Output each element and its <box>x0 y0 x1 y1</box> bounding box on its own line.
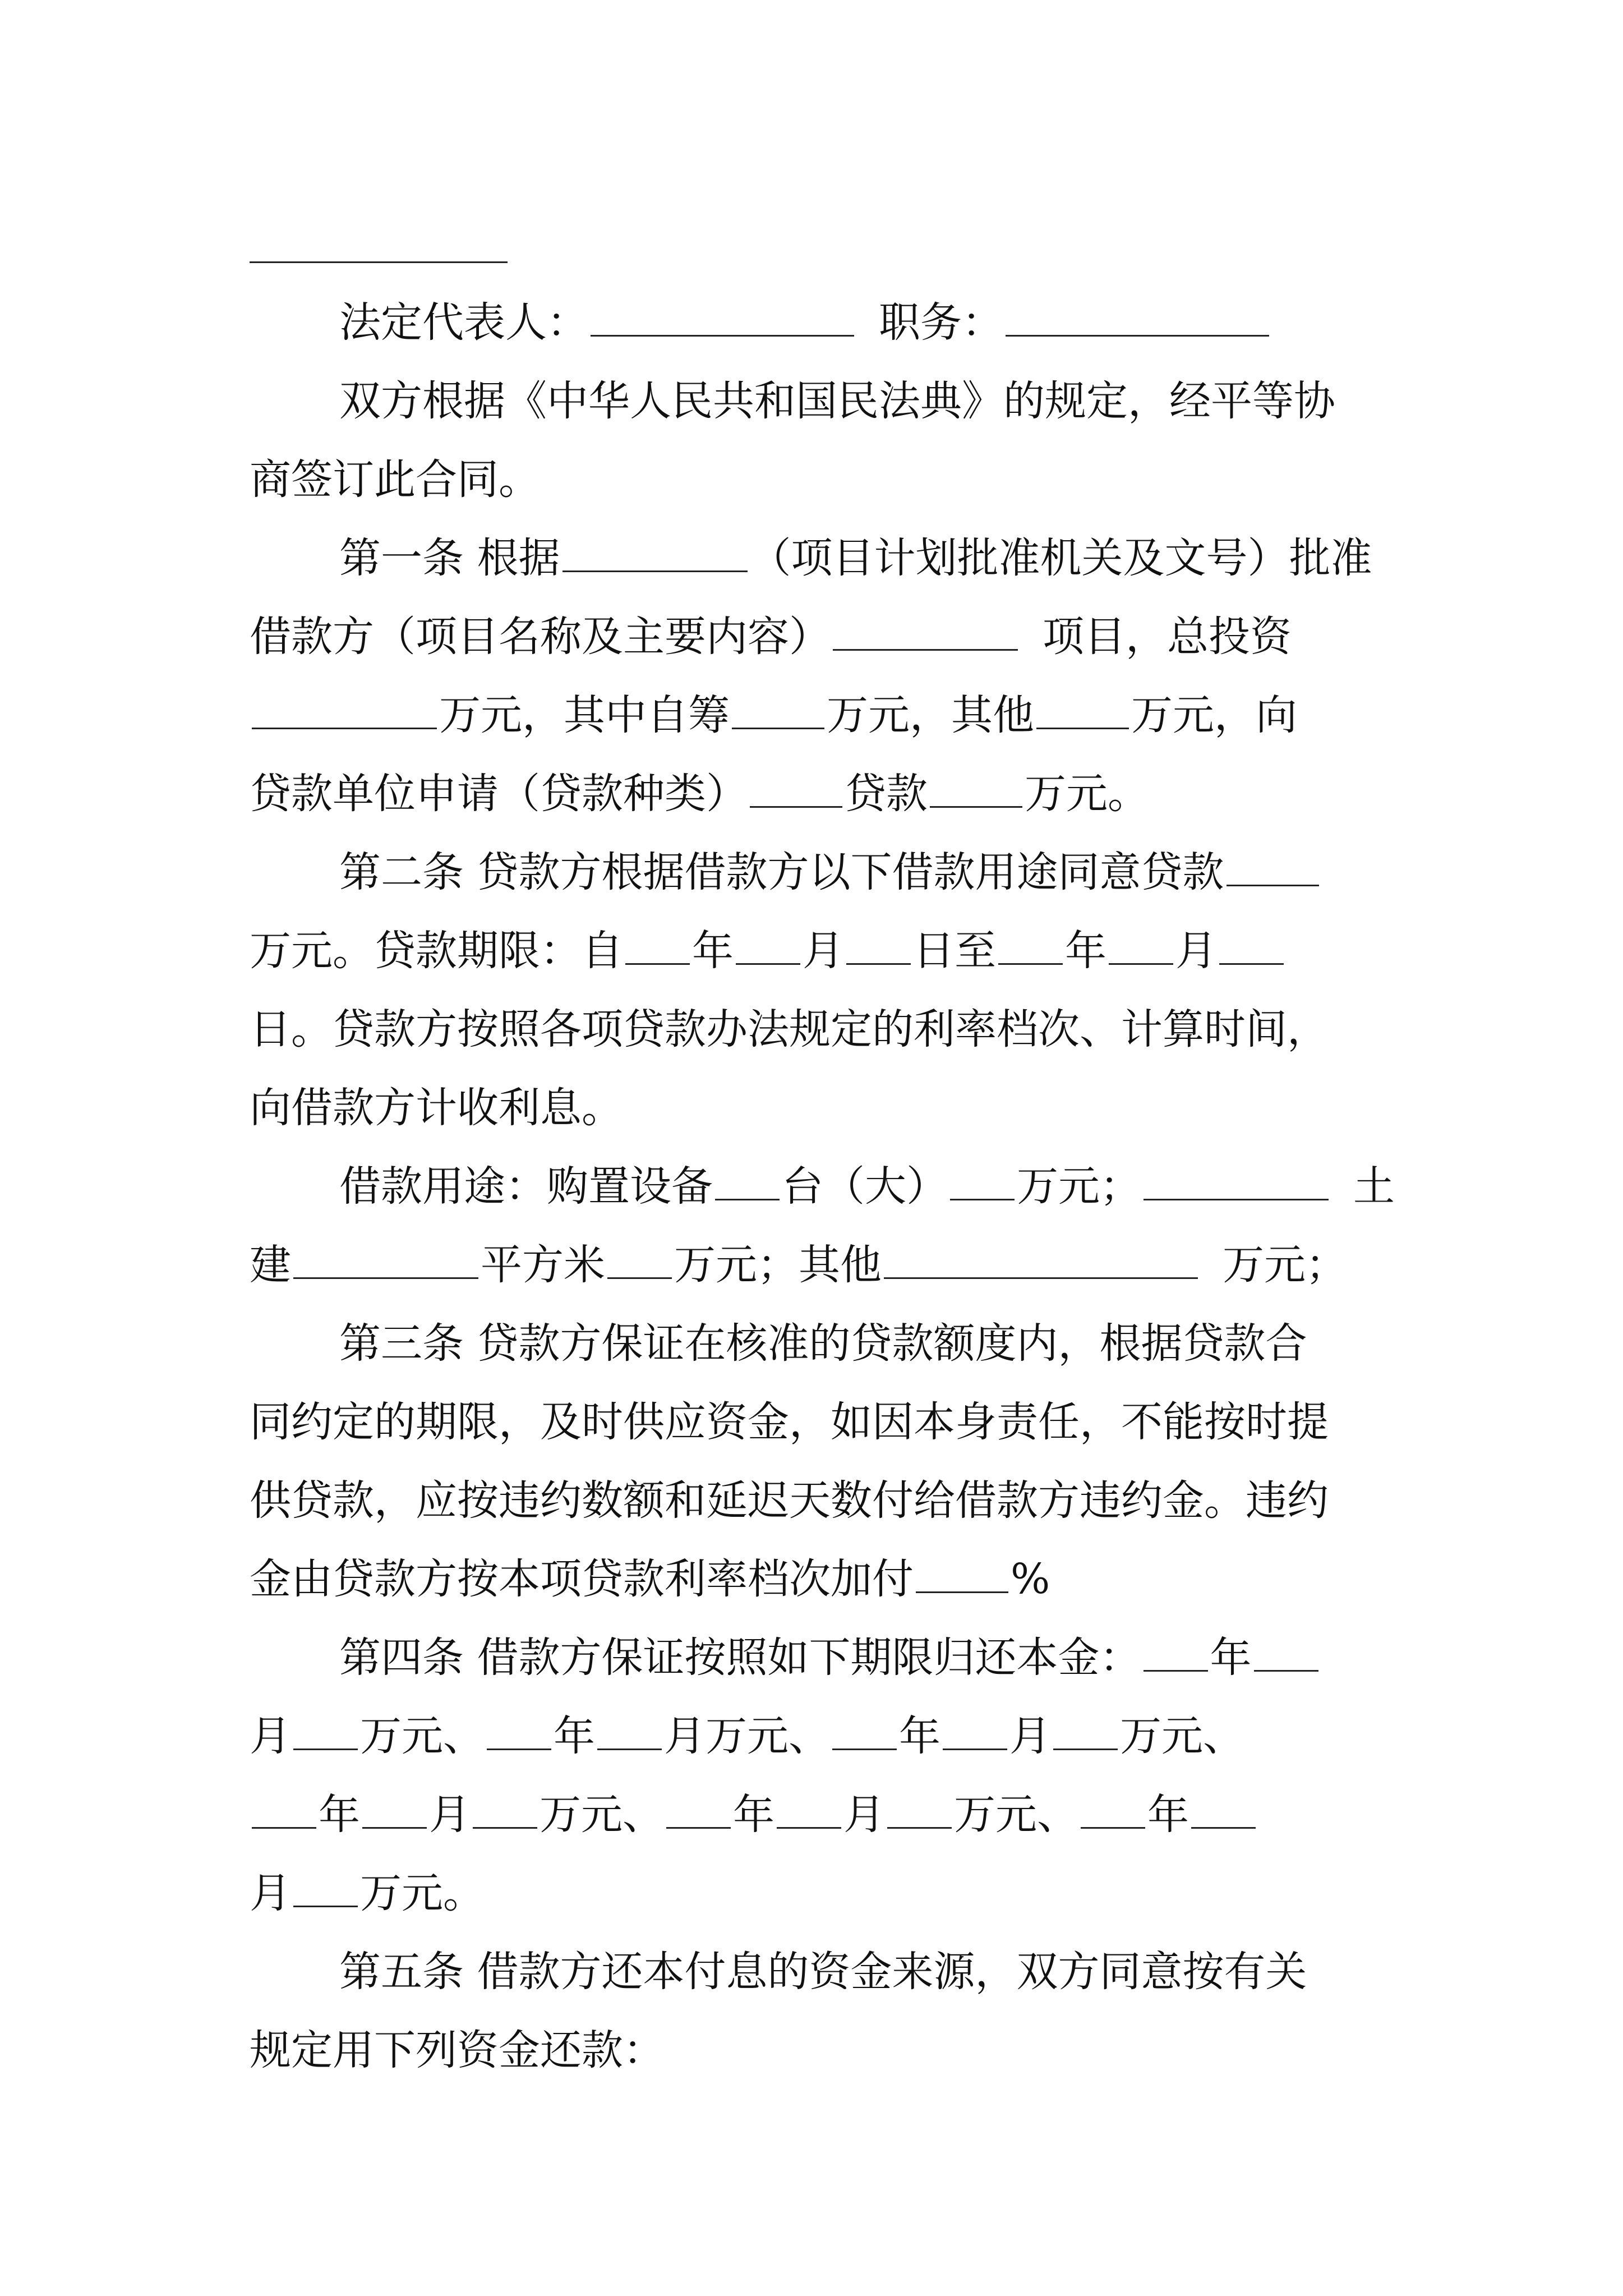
blank-repay-year-2[interactable] <box>487 1708 551 1750</box>
blank-repay-month-5[interactable] <box>777 1787 841 1829</box>
article-3-line-2: 同约定的期限，及时供应资金，如因本身责任，不能按时提 <box>250 1398 1329 1446</box>
article-4-line-4: 月 万元。 <box>250 1865 485 1921</box>
blank-representative[interactable] <box>591 295 854 337</box>
blank-repay-amount-5[interactable] <box>887 1787 952 1829</box>
blank-other[interactable] <box>1036 687 1129 729</box>
blank-repay-year-1[interactable] <box>1144 1630 1208 1672</box>
blank-start-year[interactable] <box>625 923 690 965</box>
blank-position[interactable] <box>1006 295 1269 337</box>
blank-start-month[interactable] <box>736 923 800 965</box>
article-3-line-4: 金由贷款方按本项贷款利率档次加付 % <box>250 1551 1050 1607</box>
use-line-2: 建 平方米 万元；其他 万元； <box>250 1237 1347 1293</box>
blank-repay-month-4[interactable] <box>362 1787 427 1829</box>
blank-start-day[interactable] <box>846 923 911 965</box>
blank-project[interactable] <box>833 609 1018 651</box>
representative-line: 法定代表人： 职务： <box>339 295 1271 351</box>
blank-loan-amount[interactable] <box>930 766 1022 808</box>
article-4-line-2: 月 万元、 年 月万元、 年 月 万元、 <box>250 1708 1244 1764</box>
blank-repay-month-2[interactable] <box>597 1708 662 1750</box>
blank-repay-month-1[interactable] <box>1254 1630 1318 1672</box>
blank-other-use[interactable] <box>884 1237 1198 1279</box>
article-4-line-1: 第四条 借款方保证按照如下期限归还本金： 年 <box>339 1630 1321 1686</box>
article-2-line-1: 第二条 贷款方根据借款方以下借款用途同意贷款 <box>339 844 1321 900</box>
blank-repay-year-4[interactable] <box>252 1787 316 1829</box>
article-2-line-2: 万元。贷款期限：自 年 月 日至 年 月 <box>250 923 1286 979</box>
blank-repay-month-3[interactable] <box>943 1708 1007 1750</box>
article-2-line-4: 向借款方计收利息。 <box>250 1084 623 1132</box>
blank-total-investment[interactable] <box>252 687 437 729</box>
blank-equipment-amount[interactable] <box>950 1158 1015 1200</box>
article-1-line-1: 第一条 根据 （项目计划批准机关及文号）批准 <box>339 530 1372 586</box>
article-1-line-4: 贷款单位申请（贷款种类） 贷款 万元。 <box>250 766 1149 822</box>
blank-equipment-other[interactable] <box>1144 1158 1329 1200</box>
blank-construction[interactable] <box>293 1237 478 1279</box>
article-1-line-3: 万元，其中自筹 万元，其他 万元，向 <box>250 687 1297 743</box>
blank-agreed-amount[interactable] <box>1227 844 1319 886</box>
blank-repay-month-6[interactable] <box>1191 1787 1256 1829</box>
blank-end-year[interactable] <box>998 923 1063 965</box>
blank-penalty-rate[interactable] <box>916 1551 1008 1593</box>
blank-repay-amount-6[interactable] <box>293 1865 358 1907</box>
top-blank-line <box>250 261 508 263</box>
blank-loan-type[interactable] <box>750 766 842 808</box>
blank-repay-year-5[interactable] <box>666 1787 731 1829</box>
use-line-1: 借款用途：购置设备 台（大） 万元； 土 <box>339 1158 1395 1214</box>
blank-repay-year-3[interactable] <box>832 1708 897 1750</box>
article-4-line-3: 年 月 万元、 年 月 万元、 年 <box>250 1787 1258 1843</box>
blank-repay-amount-1[interactable] <box>293 1708 358 1750</box>
blank-equipment-count[interactable] <box>715 1158 780 1200</box>
intro-line-1: 双方根据《中华人民共和国民法典》的规定，经平等协 <box>339 377 1335 425</box>
article-3-line-1: 第三条 贷款方保证在核准的贷款额度内，根据贷款合 <box>339 1319 1307 1368</box>
blank-repay-amount-3[interactable] <box>1053 1708 1118 1750</box>
intro-line-2: 商签订此合同。 <box>250 455 540 504</box>
article-2-line-3: 日。贷款方按照各项贷款办法规定的利率档次、计算时间， <box>250 1005 1329 1053</box>
article-3-line-3: 供贷款，应按违约数额和延迟天数付给借款方违约金。违约 <box>250 1476 1329 1525</box>
article-1-line-2: 借款方（项目名称及主要内容） 项目，总投资 <box>250 609 1292 665</box>
blank-end-month[interactable] <box>1109 923 1173 965</box>
blank-repay-amount-4[interactable] <box>473 1787 537 1829</box>
blank-self-raised[interactable] <box>732 687 824 729</box>
blank-end-day[interactable] <box>1219 923 1284 965</box>
blank-repay-year-6[interactable] <box>1081 1787 1145 1829</box>
blank-construction-amount[interactable] <box>607 1237 672 1279</box>
article-5-line-2: 规定用下列资金还款： <box>250 2026 665 2074</box>
article-5-line-1: 第五条 借款方还本付息的资金来源，双方同意按有关 <box>339 1948 1307 1996</box>
blank-approval[interactable] <box>562 530 748 572</box>
